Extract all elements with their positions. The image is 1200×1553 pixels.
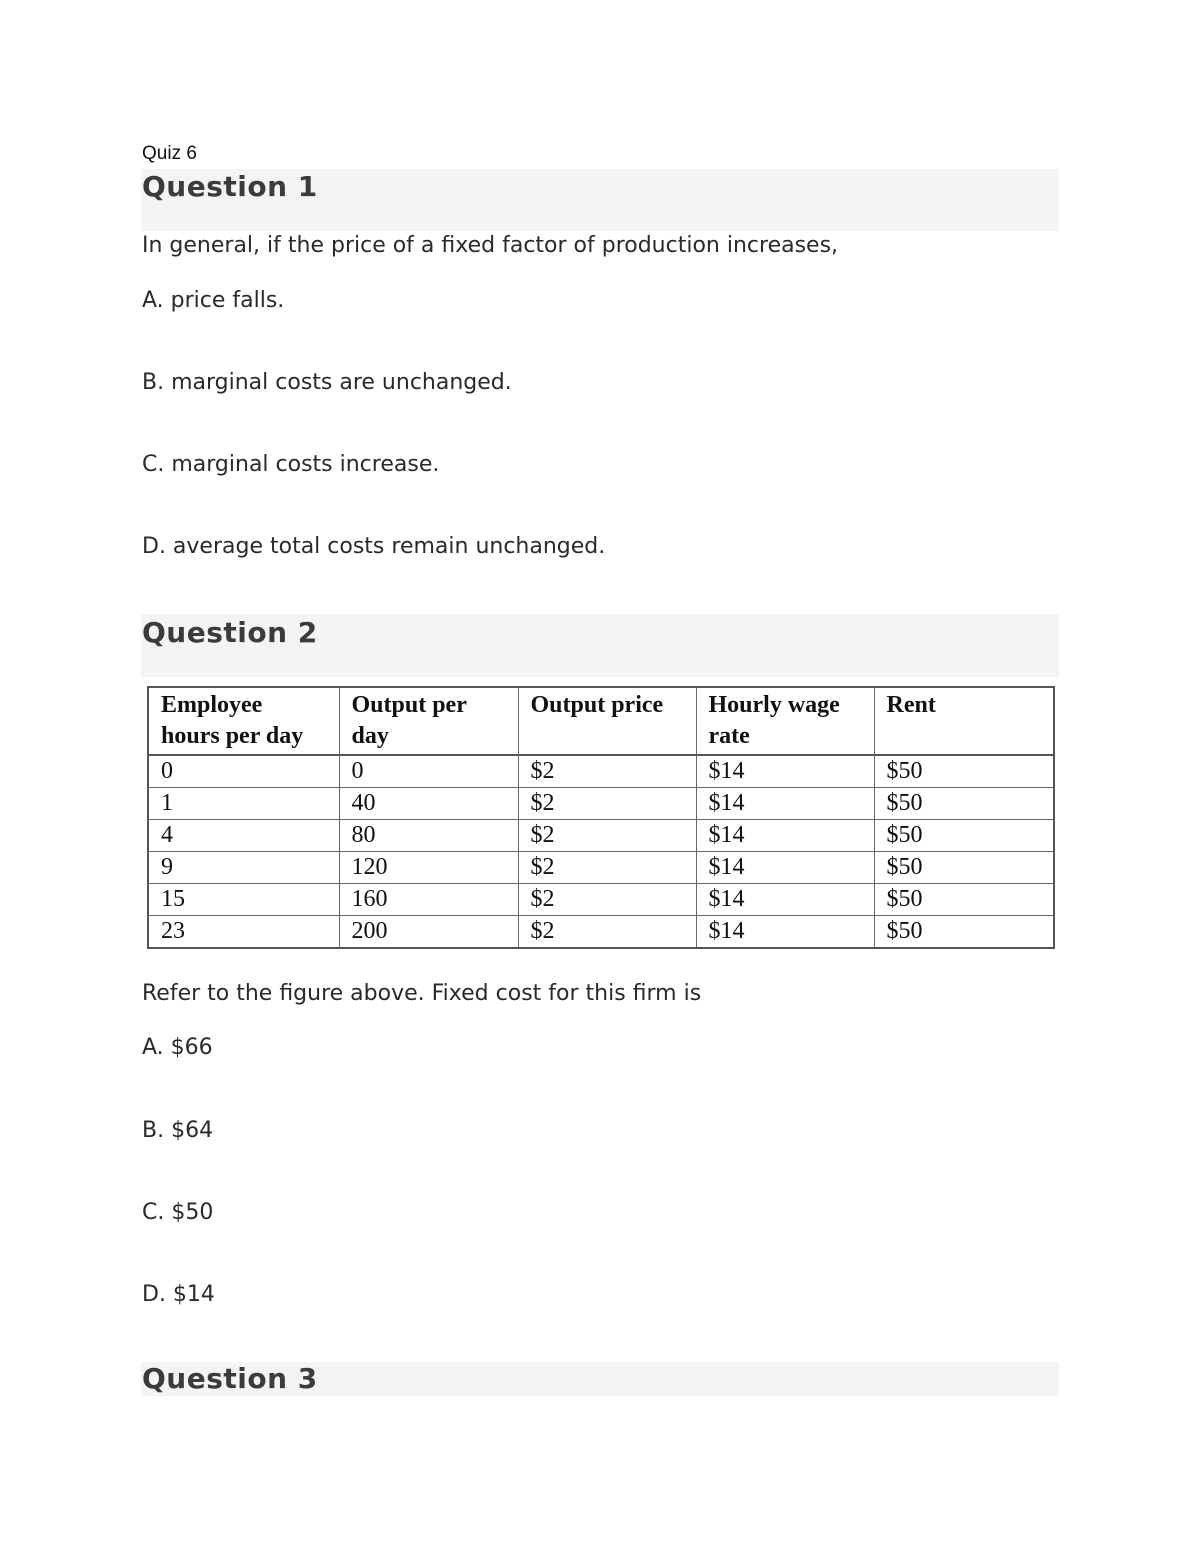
question-3-title: Question 3 [142, 1362, 318, 1395]
table-cell: 0 [148, 755, 339, 788]
table-cell: $50 [874, 852, 1054, 884]
table-cell: $14 [696, 884, 874, 916]
table-cell: $50 [874, 916, 1054, 949]
table-row [148, 884, 1054, 916]
quiz-label: Quiz 6 [142, 143, 197, 164]
table-cell: 160 [339, 884, 518, 916]
table-cell: $2 [518, 788, 696, 820]
table-cell: $50 [874, 820, 1054, 852]
table-cell: $2 [518, 884, 696, 916]
table-cell: 200 [339, 916, 518, 949]
question-2-option-a[interactable]: A. $66 [142, 1035, 213, 1060]
column-header: Rent [874, 687, 1054, 755]
table-row [148, 916, 1054, 949]
table-cell: $14 [696, 788, 874, 820]
table-row [148, 852, 1054, 884]
table-cell: 1 [148, 788, 339, 820]
table-cell: $14 [696, 820, 874, 852]
question-1-option-a[interactable]: A. price falls. [142, 288, 285, 313]
table-cell: 4 [148, 820, 339, 852]
table-cell: 0 [339, 755, 518, 788]
table-cell: $50 [874, 884, 1054, 916]
table-cell: 15 [148, 884, 339, 916]
table-cell: $14 [696, 852, 874, 884]
cost-data-table [147, 686, 1055, 949]
table-cell: $2 [518, 916, 696, 949]
question-2-prompt: Refer to the figure above. Fixed cost for this firm is [142, 981, 702, 1006]
table-cell: $2 [518, 755, 696, 788]
question-2-option-d[interactable]: D. $14 [142, 1282, 215, 1307]
question-1-option-d[interactable]: D. average total costs remain unchanged. [142, 534, 606, 559]
question-1-option-b[interactable]: B. marginal costs are unchanged. [142, 370, 512, 395]
table-row [148, 788, 1054, 820]
question-2-option-c[interactable]: C. $50 [142, 1200, 214, 1225]
column-header: Employee hours per day [148, 687, 339, 755]
table-cell: $2 [518, 820, 696, 852]
question-2-title: Question 2 [142, 616, 318, 649]
table-cell: $14 [696, 916, 874, 949]
table-cell: 9 [148, 852, 339, 884]
question-2-header [141, 614, 1059, 677]
table-cell: 80 [339, 820, 518, 852]
question-3-header [141, 1362, 1059, 1396]
table-cell: 23 [148, 916, 339, 949]
column-header: Hourly wage rate [696, 687, 874, 755]
column-header: Output per day [339, 687, 518, 755]
question-1-header [141, 169, 1059, 231]
table-cell: $2 [518, 852, 696, 884]
table-cell: 40 [339, 788, 518, 820]
column-header: Output price [518, 687, 696, 755]
table-header-row [148, 687, 1054, 755]
question-1-option-c[interactable]: C. marginal costs increase. [142, 452, 440, 477]
question-2-option-b[interactable]: B. $64 [142, 1118, 214, 1143]
table-cell: 120 [339, 852, 518, 884]
table-row [148, 755, 1054, 788]
table-cell: $14 [696, 755, 874, 788]
table-cell: $50 [874, 788, 1054, 820]
question-1-prompt: In general, if the price of a fixed factor of production increases, [142, 233, 839, 258]
table-cell: $50 [874, 755, 1054, 788]
question-1-title: Question 1 [142, 170, 318, 203]
table-row [148, 820, 1054, 852]
